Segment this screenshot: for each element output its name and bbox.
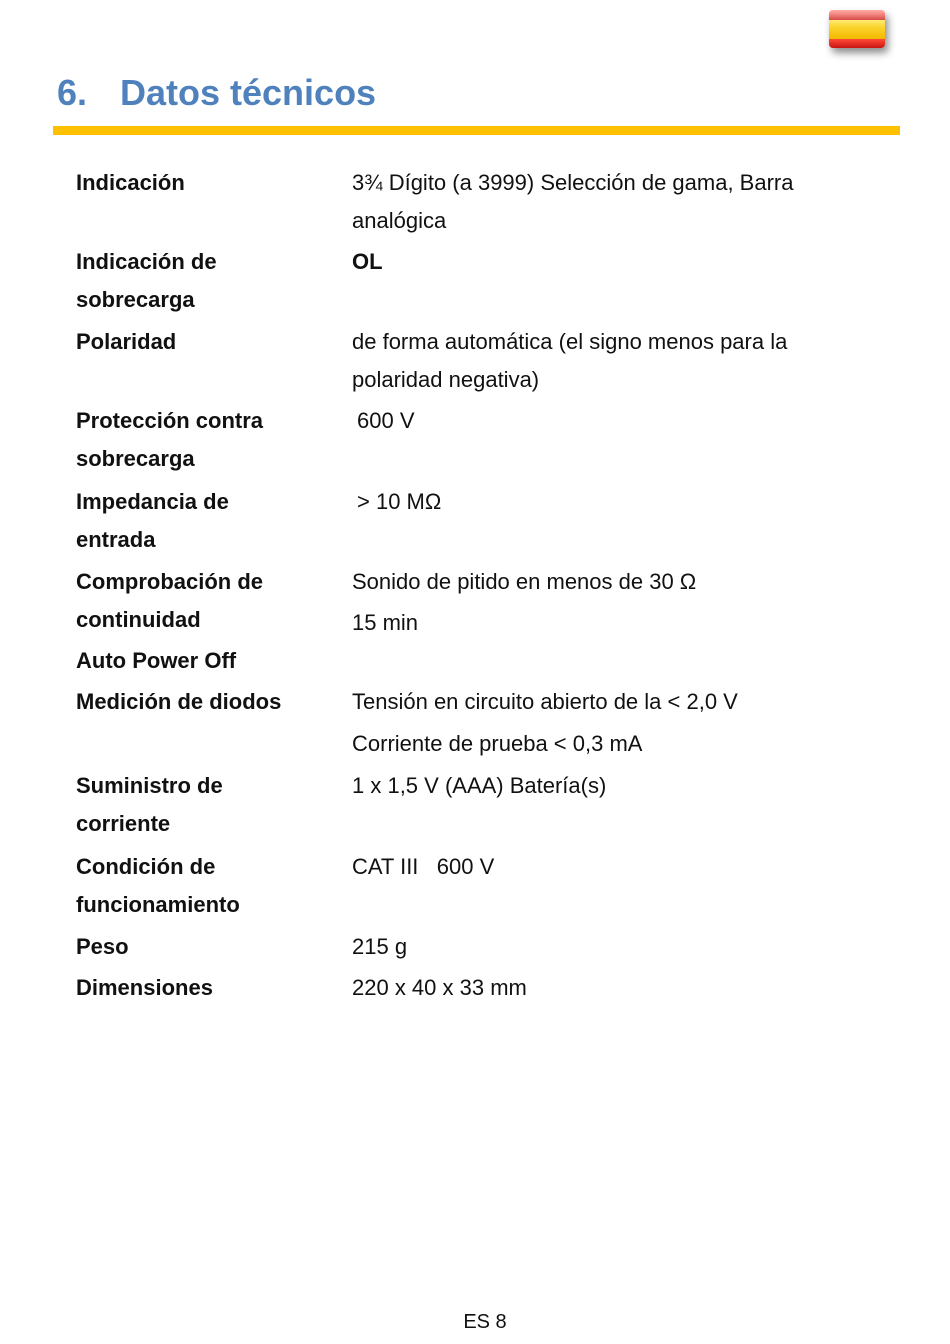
section-heading bbox=[57, 72, 376, 114]
spec-label: Indicación bbox=[76, 170, 185, 195]
spec-label: Indicación de sobrecarga bbox=[76, 249, 217, 312]
spec-value: Tensión en circuito abierto de la < 2,0 V bbox=[352, 689, 738, 714]
spec-value: 600 V bbox=[357, 408, 415, 433]
spec-label: Protección contra sobrecarga bbox=[76, 408, 264, 471]
spec-label: Peso bbox=[76, 934, 129, 959]
spec-value: 15 min bbox=[352, 610, 419, 635]
spec-label: Suministro de corriente bbox=[76, 773, 223, 836]
spec-value: > 10 MΩ bbox=[357, 489, 442, 514]
spec-value: Sonido de pitido en menos de 30 Ω bbox=[352, 569, 697, 594]
spec-value: 3¾ Dígito (a 3999) Selección de gama, Barra analógica bbox=[352, 170, 794, 233]
page-number: ES 8 bbox=[463, 1311, 507, 1333]
spec-label: Condición de funcionamiento bbox=[76, 854, 240, 917]
heading-divider bbox=[53, 126, 900, 135]
spec-label: Dimensiones bbox=[76, 975, 213, 1000]
spec-value: OL bbox=[352, 249, 383, 274]
spec-value-secondary: Corriente de prueba < 0,3 mA bbox=[352, 731, 643, 756]
section-title: Datos técnicos bbox=[120, 72, 377, 113]
spec-value: CAT III 600 V bbox=[352, 854, 495, 879]
spec-value: 220 x 40 x 33 mm bbox=[352, 975, 527, 1000]
spec-label: Comprobación de continuidad bbox=[76, 569, 264, 632]
section-number: 6. bbox=[57, 72, 88, 113]
spain-flag-icon bbox=[829, 10, 885, 48]
spec-label: Polaridad bbox=[76, 329, 177, 354]
spec-label: Medición de diodos bbox=[76, 689, 282, 714]
spec-value: de forma automática (el signo menos para la polaridad negativa) bbox=[352, 329, 788, 392]
spec-label: Auto Power Off bbox=[76, 648, 237, 673]
spec-value: 215 g bbox=[352, 934, 408, 959]
spec-value: 1 x 1,5 V (AAA) Batería(s) bbox=[352, 773, 607, 798]
spec-label: Impedancia de entrada bbox=[76, 489, 229, 552]
